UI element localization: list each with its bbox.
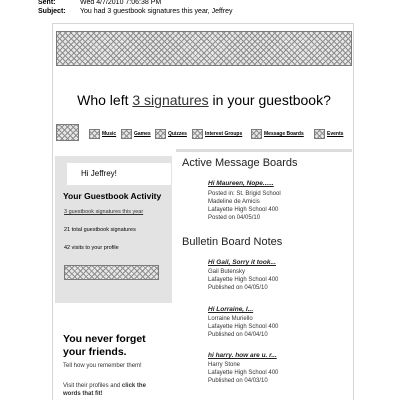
greeting-text: Hi Jeffrey!	[81, 169, 117, 178]
music-icon	[89, 129, 100, 139]
note-post-title[interactable]: hi harry. how are u. r...	[208, 352, 277, 359]
cta-visit-text: Visit their profiles and click the words that fit!	[63, 383, 146, 397]
note-post-line: Published on 04/04/10	[208, 332, 268, 338]
message-boards-icon	[251, 129, 262, 139]
note-post-line: Lafayette High School 400	[208, 324, 279, 330]
nav-events[interactable]: Events	[314, 127, 343, 141]
total-signatures: 21 total guestbook signatures	[64, 227, 136, 233]
note-post-line: Harry Stone	[208, 362, 241, 368]
note-post-line: Lafayette High School 400	[208, 370, 279, 376]
note-post-line: Published on 04/03/10	[208, 378, 268, 384]
logo-image	[56, 124, 79, 141]
board-post-line: Posted in: St. Brigid School	[208, 191, 281, 197]
headline-after: in your guestbook?	[208, 92, 331, 108]
bulletin-notes-title: Bulletin Board Notes	[182, 236, 283, 248]
note-post-line: Lorraine Muriello	[208, 316, 253, 322]
sent-value: Wed 4/7/2010 7:06:38 PM	[80, 0, 162, 6]
board-post-title[interactable]: Hi Maureen, Nope......	[208, 180, 274, 187]
banner-image	[56, 31, 352, 66]
events-icon	[314, 129, 325, 139]
note-post-title[interactable]: Hi Lorraine, I...	[208, 306, 254, 313]
signatures-link[interactable]: 3 guestbook signatures this year	[64, 209, 144, 215]
note-post-line: Published on 04/05/10	[208, 285, 268, 291]
headline-signatures-link[interactable]: 3 signatures	[132, 92, 209, 108]
note-post-title[interactable]: Hi Gail, Sorry it took...	[208, 259, 276, 266]
greeting-box	[63, 163, 171, 185]
nav-quizzes[interactable]: Quizzes	[155, 127, 187, 141]
headline-before: Who left	[77, 92, 133, 108]
headline	[56, 92, 352, 108]
active-boards-title: Active Message Boards	[182, 157, 298, 169]
sent-label: Sent:	[38, 0, 56, 6]
cta-subtitle: Tell how you remember them!	[63, 363, 142, 369]
note-post-line: Lafayette High School 400	[208, 277, 279, 283]
nav-interest-groups[interactable]: Interest Groups	[192, 127, 242, 141]
subject-label: Subject:	[38, 8, 66, 15]
nav-message-boards[interactable]: Message Boards	[251, 127, 304, 141]
games-icon	[121, 129, 132, 139]
subject-value: You had 3 guestbook signatures this year, Jeffrey	[80, 8, 233, 15]
quizzes-icon	[155, 129, 166, 139]
note-post-line: Gail Butensky	[208, 269, 246, 275]
profile-button-image[interactable]	[64, 265, 159, 280]
board-post-line: Madeline de Amicis	[208, 199, 260, 205]
cta-title: You never forget your friends.	[63, 333, 146, 358]
nav-games[interactable]: Games	[121, 127, 151, 141]
visits-count: 42 visits to your profile	[64, 245, 119, 251]
activity-title: Your Guestbook Activity	[63, 191, 162, 201]
divider	[176, 149, 352, 152]
board-post-line: Posted on 04/05/10	[208, 215, 261, 221]
board-post-line: Lafayette High School 400	[208, 207, 279, 213]
interest-groups-icon	[192, 129, 203, 139]
nav-music[interactable]: Music	[89, 127, 116, 141]
